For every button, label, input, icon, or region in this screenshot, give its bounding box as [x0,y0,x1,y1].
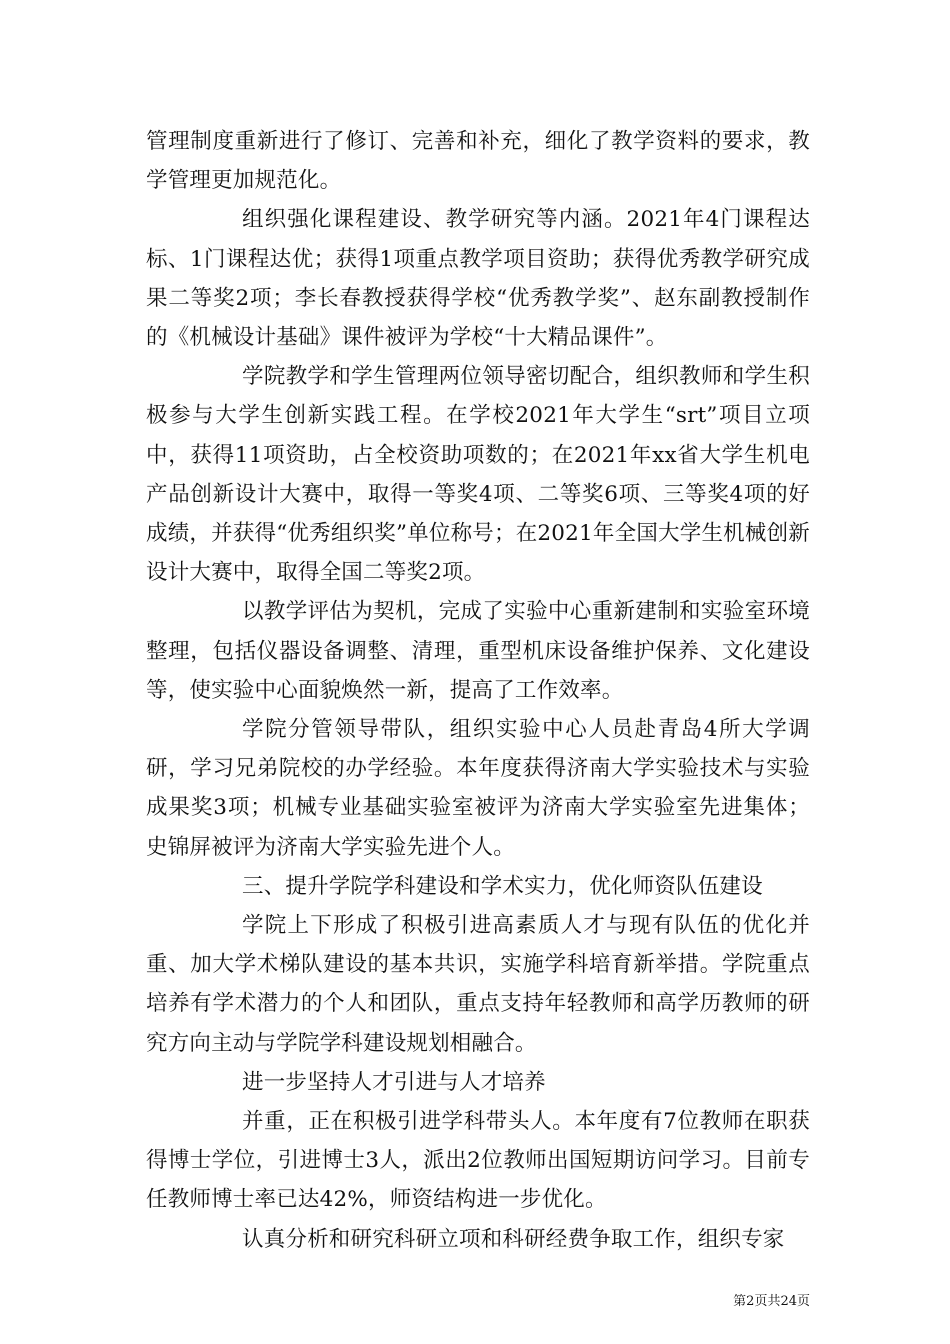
paragraph-continuation: 管理制度重新进行了修订、完善和补充，细化了教学资料的要求，教学管理更加规范化。 [146,129,810,194]
paragraph-lab-visit: 学院分管领导带队，组织实验中心人员赴青岛4所大学调研，学习兄弟院校的办学经验。本年度获得济南大学实验技术与实验成果奖3项；机械专业基础实验室被评为济南大学实验室先进集体；史锦屏被评为济南大学实验先进个人。 [146,717,810,860]
paragraph-research-funding: 认真分析和研究科研立项和科研经费争取工作，组织专家 [242,1226,785,1252]
paragraph-student-innovation: 学院教学和学生管理两位领导密切配合，组织教师和学生积极参与大学生创新实践工程。在学校2021年大学生“srt”项目立项中，获得11项资助，占全校资助项数的；在2021年xx省大学生机电产品创新设计大赛中，取得一等奖4项、二等奖6项、三等奖4项的好成绩，并获得“优秀组织奖”单位称号；在2021年全国大学生机械创新设计大赛中，取得全国二等奖2项。 [146,364,810,586]
paragraph-talent-introduction: 并重，正在积极引进学科带头人。本年度有7位教师在职获得博士学位，引进博士3人，派出2位教师出国短期访问学习。目前专任教师博士率已达42%，师资结构进一步优化。 [146,1109,810,1213]
paragraph-course-construction: 组织强化课程建设、教学研究等内涵。2021年4门课程达标、1门课程达优；获得1项重点教学项目资助；获得优秀教学研究成果二等奖2项；李长春教授获得学校“优秀教学奖”、赵东副教授制作的《机械设计基础》课件被评为学校“十大精品课件”。 [146,207,810,351]
page-number-footer: 第2页共24页 [733,1294,810,1309]
paragraph-lab-center: 以教学评估为契机，完成了实验中心重新建制和实验室环境整理，包括仪器设备调整、清理，重型机床设备维护保养、文化建设等，使实验中心面貌焕然一新，提高了工作效率。 [146,599,810,703]
subheading-talent: 进一步坚持人才引进与人才培养 [242,1069,546,1095]
section-heading: 三、提升学院学科建设和学术实力，优化师资队伍建设 [242,873,763,899]
document-body [146,122,810,1259]
paragraph-discipline-building: 学院上下形成了积极引进高素质人才与现有队伍的优化并重、加大学术梯队建设的基本共识，实施学科培育新举措。学院重点培养有学术潜力的个人和团队，重点支持年轻教师和高学历教师的研究方向主动与学院学科建设规划相融合。 [146,913,810,1056]
